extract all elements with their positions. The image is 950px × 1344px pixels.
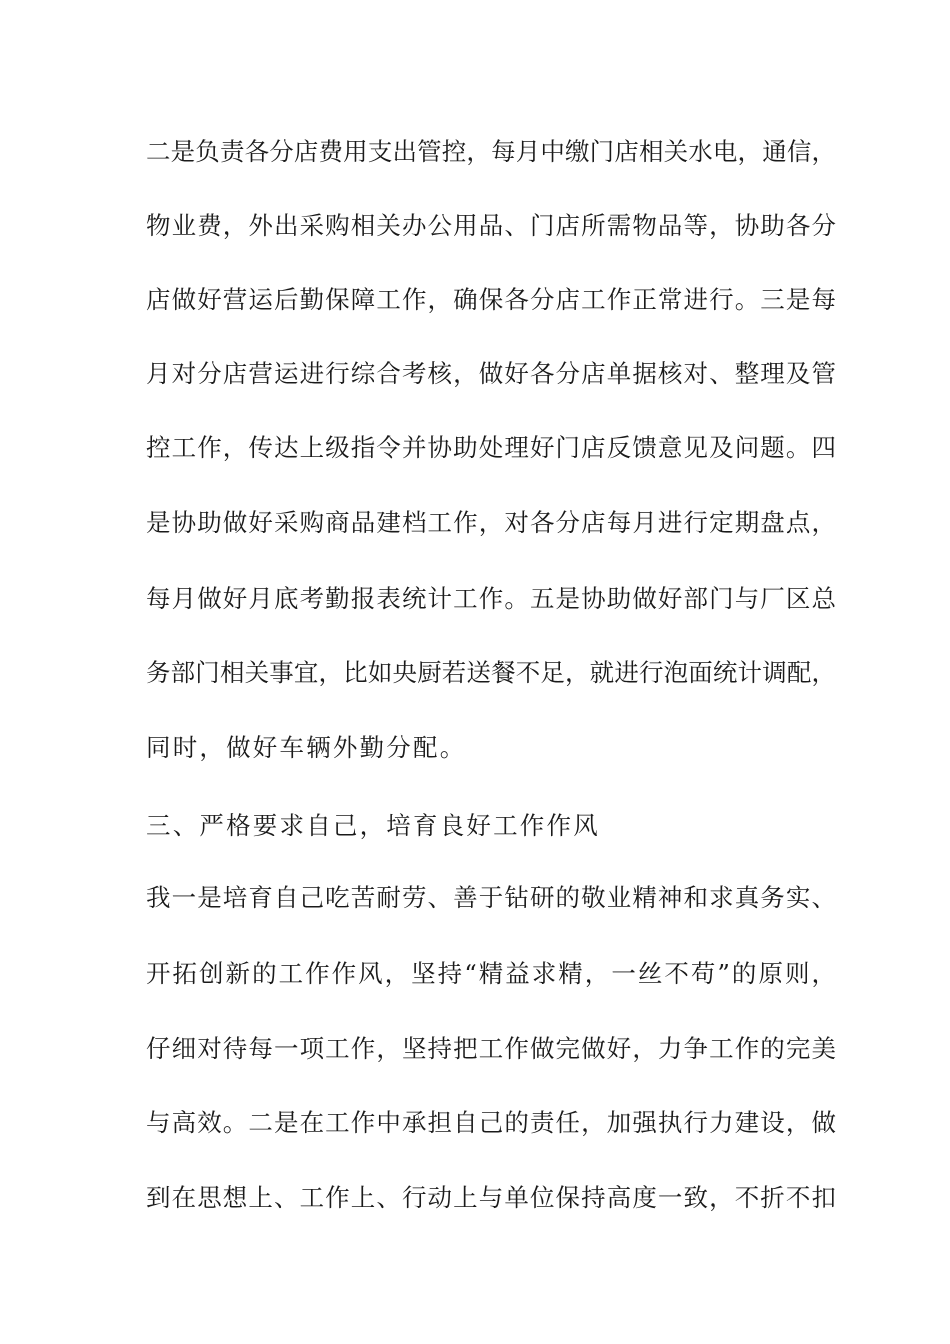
paragraph-line: 到在思想上、工作上、行动上与单位保持高度一致，不折不扣 [146,1183,836,1212]
paragraph-line: 仔细对待每一项工作，坚持把工作做完做好，力争工作的完美 [146,1034,836,1063]
paragraph-line: 同时，做好车辆外勤分配。 [146,733,467,762]
paragraph-line: 控工作，传达上级指令并协助处理好门店反馈意见及问题。四 [146,433,836,462]
paragraph-line: 我一是培育自己吃苦耐劳、善于钻研的敬业精神和求真务实、 [146,883,836,912]
paragraph-line: 开拓创新的工作作风，坚持“精益求精，一丝不苟”的原则， [146,959,836,988]
paragraph-line: 务部门相关事宜，比如央厨若送餐不足，就进行泡面统计调配， [146,658,836,687]
paragraph-line: 店做好营运后勤保障工作，确保各分店工作正常进行。三是每 [146,285,836,314]
paragraph-line: 二是负责各分店费用支出管控，每月中缴门店相关水电，通信， [146,137,836,166]
paragraph-line: 物业费，外出采购相关办公用品、门店所需物品等，协助各分 [146,211,836,240]
paragraph-line: 每月做好月底考勤报表统计工作。五是协助做好部门与厂区总 [146,584,836,613]
paragraph-line: 是协助做好采购商品建档工作，对各分店每月进行定期盘点， [146,508,836,537]
paragraph-line: 与高效。二是在工作中承担自己的责任，加强执行力建设，做 [146,1108,836,1137]
paragraph-line: 月对分店营运进行综合考核，做好各分店单据核对、整理及管 [146,359,836,388]
section-heading: 三、严格要求自己，培育良好工作作风 [146,811,600,840]
